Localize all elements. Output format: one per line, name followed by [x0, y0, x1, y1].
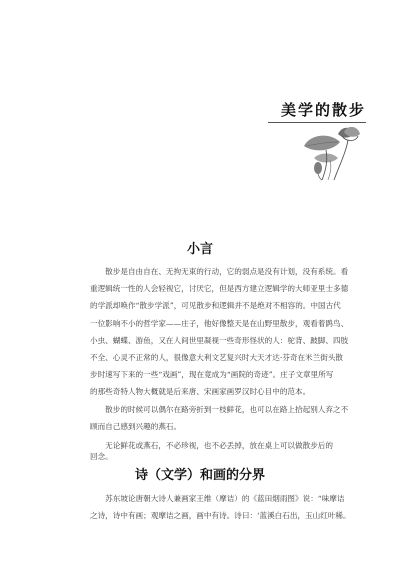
- text-line: 不全、心灵不正常的人，很像意大利文艺复兴时大天才达·芬奇在米兰街头散: [90, 353, 344, 363]
- lotus-illustration-icon: [300, 124, 366, 182]
- text-line: 苏东坡论唐朝大诗人兼画家王维（摩诘）的《蓝田烟雨图》说：“味摩诘: [90, 494, 345, 503]
- text-line: 一位影响不小的哲学家——庄子，他好像整天是在山野里散步，观看着鹍鸟、: [90, 318, 349, 328]
- text-line: 之诗，诗中有画；观摩诘之画，画中有诗。诗曰：‘蓝溪白石出，玉山红叶稀。: [90, 511, 351, 521]
- book-title: 美学的散步: [280, 101, 366, 119]
- text-line: 散步是自由自在、无拘无束的行动，它的弱点是没有计划，没有系统。看: [90, 267, 349, 276]
- text-line: 无论鲜花或燕石，不必珍视，也不必丢掉，放在桌上可以做散步后的: [90, 441, 333, 450]
- text-line: 重逻辑统一性的人会轻视它，讨厌它，但是西方建立逻辑学的大师亚里士多德: [90, 284, 349, 294]
- text-line: 散步的时候可以偶尔在路旁折到一枝鲜花，也可以在路上拾起别人弃之不: [90, 405, 349, 414]
- paragraph: [90, 490, 354, 524]
- section-heading-preface: 小言: [186, 242, 213, 257]
- section-heading-poetry-painting: 诗（文学）和画的分界: [134, 468, 265, 483]
- paragraph-tail: [90, 451, 354, 463]
- text-line: 回念。: [90, 452, 113, 461]
- paragraph: [90, 401, 354, 435]
- text-line: 的那些奇特人物大概就是后来唐、宋画家画罗汉时心目中的范本。: [90, 387, 311, 397]
- paragraph: [90, 263, 354, 401]
- text-line: 小虫、蝴蝶、游鱼，又在人间世里凝视一些奇形怪状的人：驼背、跛脚、四肢: [90, 335, 349, 345]
- text-line: 步时速写下来的一些“戏画”，现在竟成为“画院的奇迹”。庄子文章里所写: [90, 370, 334, 380]
- text-line: 的学派却唤作“散步学派”，可见散步和逻辑并不是绝对不相容的。中国古代: [90, 301, 341, 311]
- title-underline: [268, 122, 366, 123]
- text-line: 顾而自己感到兴趣的燕石。: [90, 422, 182, 432]
